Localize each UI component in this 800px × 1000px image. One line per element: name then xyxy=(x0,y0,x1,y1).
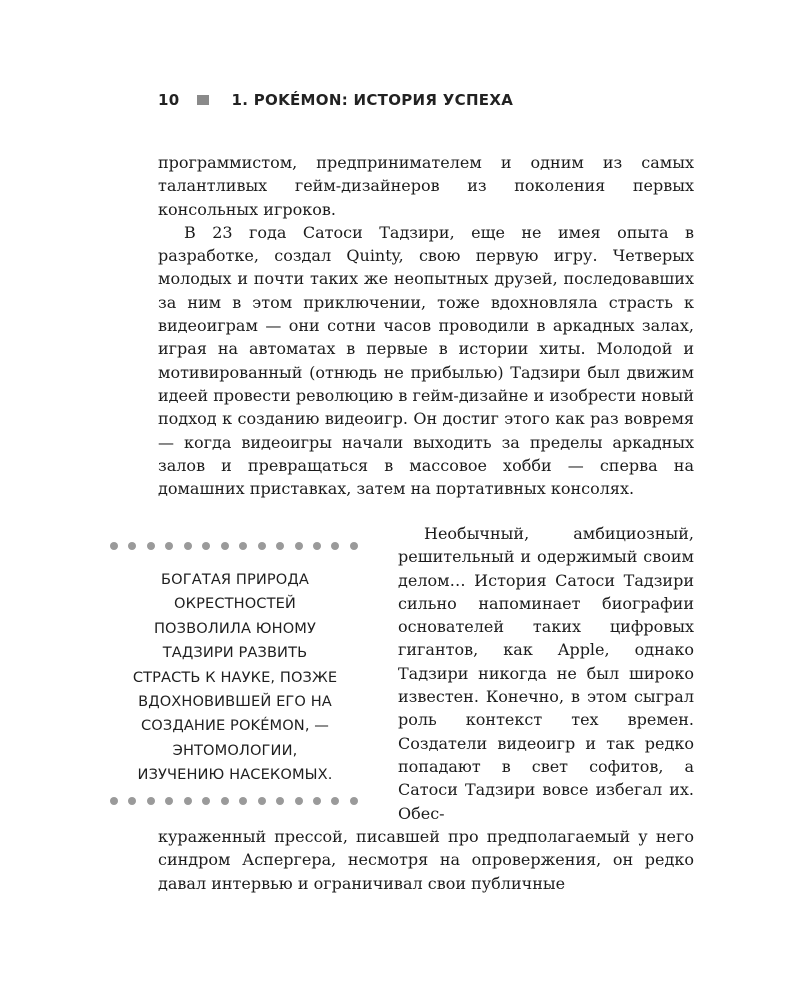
dot-icon xyxy=(165,542,173,550)
dot-icon xyxy=(276,797,284,805)
pull-quote-line: СОЗДАНИЕ POKÉMON, — xyxy=(140,717,329,735)
dot-icon xyxy=(202,542,210,550)
dotted-rule-top xyxy=(110,541,358,551)
dot-icon xyxy=(110,797,118,805)
pull-quote xyxy=(110,536,360,808)
pull-quote-line: ИЗУЧЕНИЮ НАСЕКОМЫХ. xyxy=(137,766,333,784)
dot-icon xyxy=(184,542,192,550)
dot-icon xyxy=(184,797,192,805)
dot-icon xyxy=(128,797,136,805)
paragraph-tajiri-continuation: кураженный прессой, писавшей про предполагаемый у него синдром Аспергера, несмотря на опровержения, он редко давал интервью и ограничивал свои публичные xyxy=(158,827,694,893)
pull-quote-line: ОКРЕСТНОСТЕЙ xyxy=(174,595,296,613)
dot-icon xyxy=(165,797,173,805)
running-head xyxy=(158,88,513,112)
paragraph-quinty: В 23 года Сатоси Тадзири, еще не имея опыта в разработке, создал Quinty, свою первую игру. Четверых молодых и почти таких же неопытных друзей, последовавших за ним в этом приключении, тоже вдохновляла страсть к видеоиграм — они сотни часов проводили в аркадных залах, играя на автоматах в первые в истории хиты. Молодой и мотивированный (отнюдь не прибылью) Тадзири был движим идеей провести революцию в гейм-дизайне и изобрести новый подход к созданию видеоигр. Он достиг этого как раз вовремя — когда видеоигры начали выходить за пределы аркадных залов и превращаться в массовое хобби — сперва на домашних приставках, затем на портативных консолях. xyxy=(158,222,694,499)
dot-icon xyxy=(331,542,339,550)
dot-icon xyxy=(350,797,358,805)
dot-icon xyxy=(258,797,266,805)
dot-icon xyxy=(221,797,229,805)
dotted-rule-bottom xyxy=(110,796,358,806)
dot-icon xyxy=(147,797,155,805)
side-text-column xyxy=(398,522,694,825)
square-separator-icon xyxy=(197,95,209,105)
dot-icon xyxy=(313,797,321,805)
paragraph-continuation: программистом, предпринимателем и одним из самых талантливых гейм-дизайнеров из поколения первых консольных игроков. xyxy=(158,153,694,219)
dot-icon xyxy=(331,797,339,805)
pull-quote-line: ПОЗВОЛИЛА ЮНОМУ xyxy=(153,619,316,637)
dot-icon xyxy=(295,797,303,805)
dot-icon xyxy=(313,542,321,550)
dot-icon xyxy=(221,542,229,550)
pull-quote-text xyxy=(110,568,360,788)
bottom-text-block xyxy=(158,825,694,895)
main-text-block xyxy=(158,151,694,500)
dot-icon xyxy=(128,542,136,550)
dot-icon xyxy=(350,542,358,550)
dot-icon xyxy=(258,542,266,550)
paragraph-tajiri-side: Необычный, амбициозный, решительный и одержимый своим делом… История Сатоси Тадзири сильно напоминает биографии основателей таких цифровых гигантов, как Apple, однако Тадзири никогда не был широко известен. Конечно, в этом сыграл роль контекст тех времен. Создатели видеоигр и так редко попадают в свет софитов, а Сатоси Тадзири вовсе избегал их. Обес- xyxy=(398,524,694,823)
dot-icon xyxy=(239,797,247,805)
pull-quote-line: СТРАСТЬ К НАУКЕ, ПОЗЖЕ xyxy=(132,668,338,686)
pull-quote-line: ЭНТОМОЛОГИИ, xyxy=(172,741,298,759)
pull-quote-line: БОГАТАЯ ПРИРОДА xyxy=(161,571,309,588)
dot-icon xyxy=(202,797,210,805)
dot-icon xyxy=(295,542,303,550)
dot-icon xyxy=(147,542,155,550)
pull-quote-line: ТАДЗИРИ РАЗВИТЬ xyxy=(162,644,308,662)
page-number: 10 xyxy=(158,91,180,109)
chapter-title: 1. POKÉMON: ИСТОРИЯ УСПЕХА xyxy=(231,91,514,109)
dot-icon xyxy=(239,542,247,550)
dot-icon xyxy=(276,542,284,550)
dot-icon xyxy=(110,542,118,550)
pull-quote-line: ВДОХНОВИВШЕЙ ЕГО НА xyxy=(138,693,332,711)
